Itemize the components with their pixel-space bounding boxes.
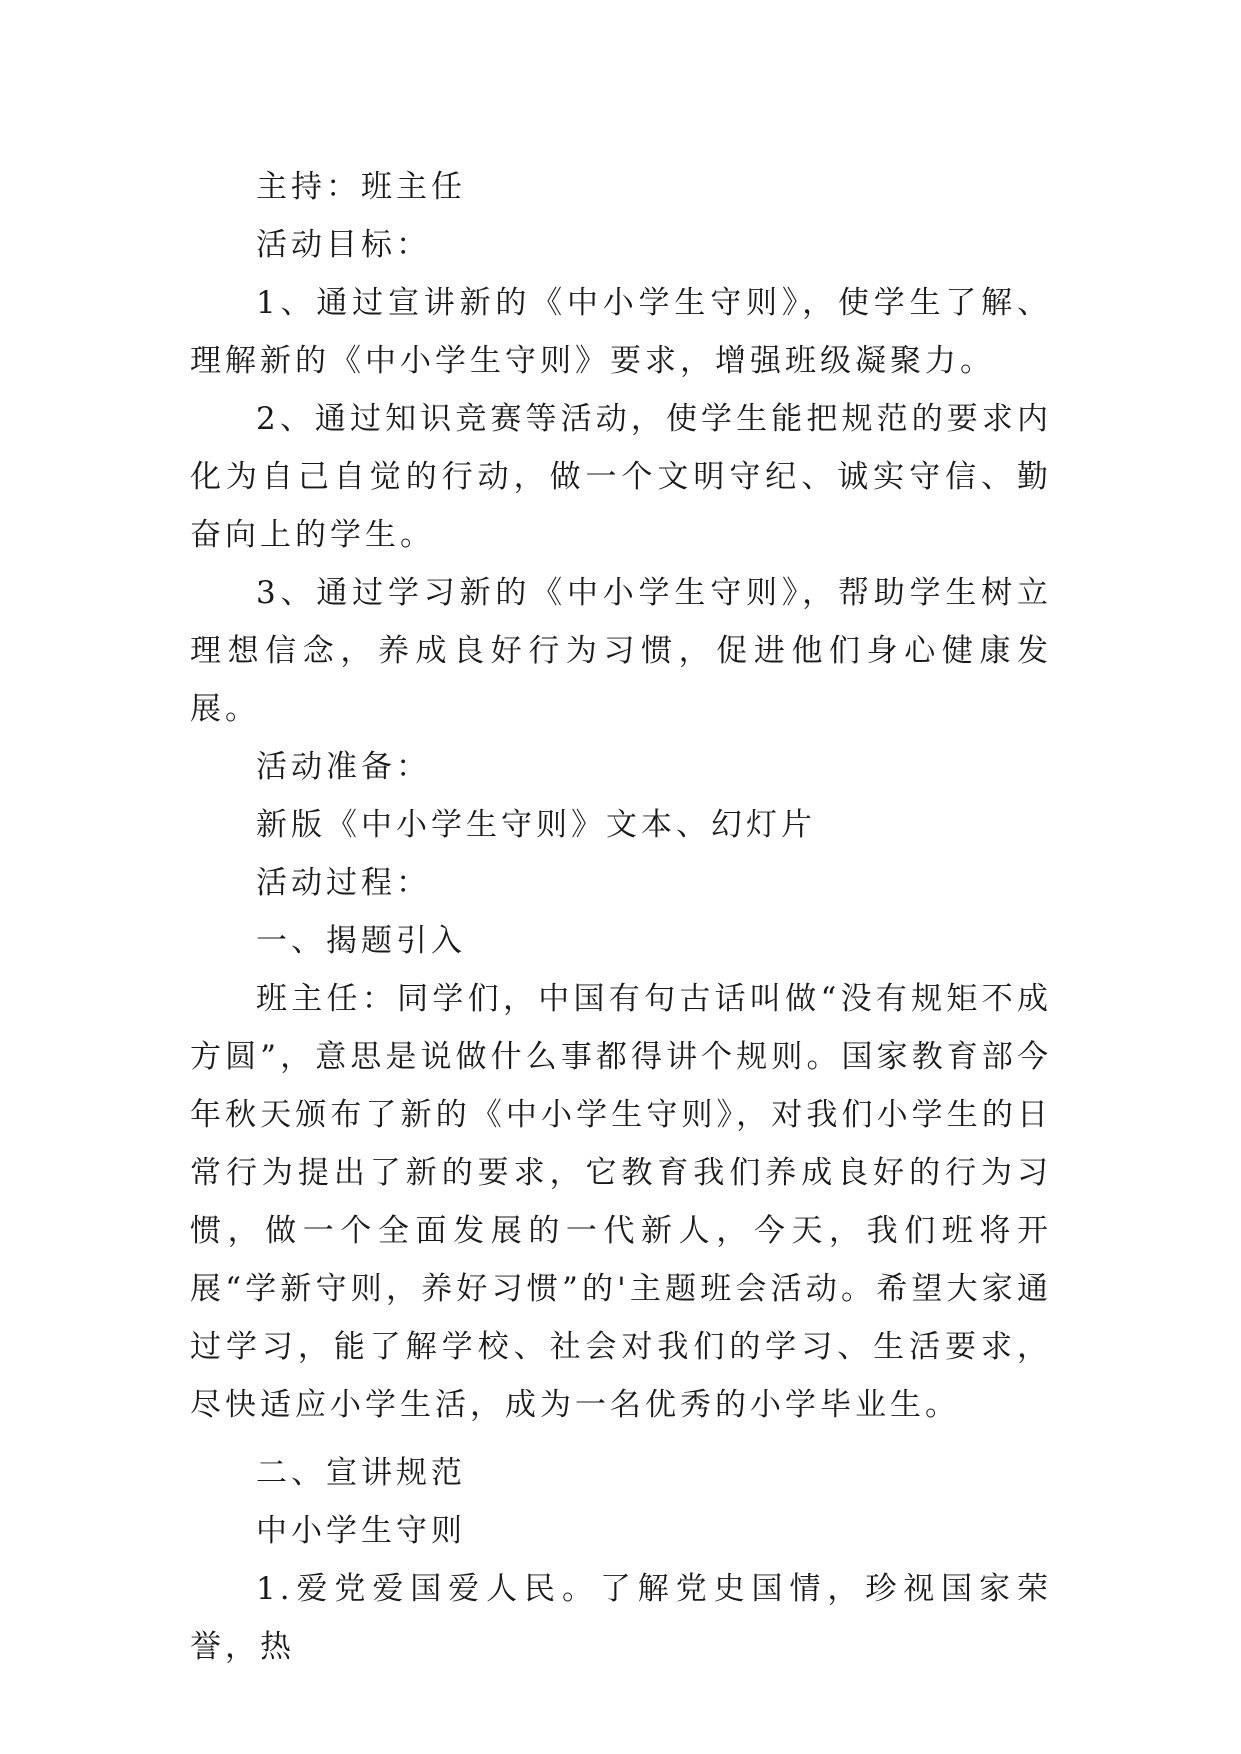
step-heading-2: 二、宣讲规范 <box>256 1455 466 1491</box>
rule-item-1: 1.爱党爱国爱人民。了解党史国情，珍视国家荣誉，热 <box>190 1571 1052 1665</box>
host-line: 主持：班主任 <box>256 169 466 205</box>
goal-item-1: 1、通过宣讲新的《中小学生守则》，使学生了解、理解新的《中小学生守则》要求，增强班级凝聚力。 <box>190 285 1052 379</box>
section-heading-preparation: 活动准备： <box>256 749 431 785</box>
goal-item-2: 2、通过知识竞赛等活动，使学生能把规范的要求内化为自己自觉的行动，做一个文明守纪、诚实守信、勤奋向上的学生。 <box>190 401 1052 553</box>
section-heading-process: 活动过程： <box>256 865 431 901</box>
section-heading-goals: 活动目标： <box>256 227 431 263</box>
teacher-speech: 班主任：同学们，中国有句古话叫做“没有规矩不成方圆”，意思是说做什么事都得讲个规则。国家教育部今年秋天颁布了新的《中小学生守则》，对我们小学生的日常行为提出了新的要求，它教育我们养成良好的行为习惯，做一个全面发展的一代新人，今天，我们班将开展“学新守则，养好习惯”的'主题班会活动。希望大家通过学习，能了解学校、社会对我们的学习、生活要求，尽快适应小学生活，成为一名优秀的小学毕业生。 <box>190 981 1052 1423</box>
preparation-text: 新版《中小学生守则》文本、幻灯片 <box>256 807 816 843</box>
goal-item-3: 3、通过学习新的《中小学生守则》，帮助学生树立理想信念，养成良好行为习惯，促进他们身心健康发展。 <box>190 575 1052 727</box>
document-body <box>190 158 1052 1676</box>
step-heading-1: 一、揭题引入 <box>256 923 466 959</box>
rules-title: 中小学生守则 <box>256 1513 466 1549</box>
